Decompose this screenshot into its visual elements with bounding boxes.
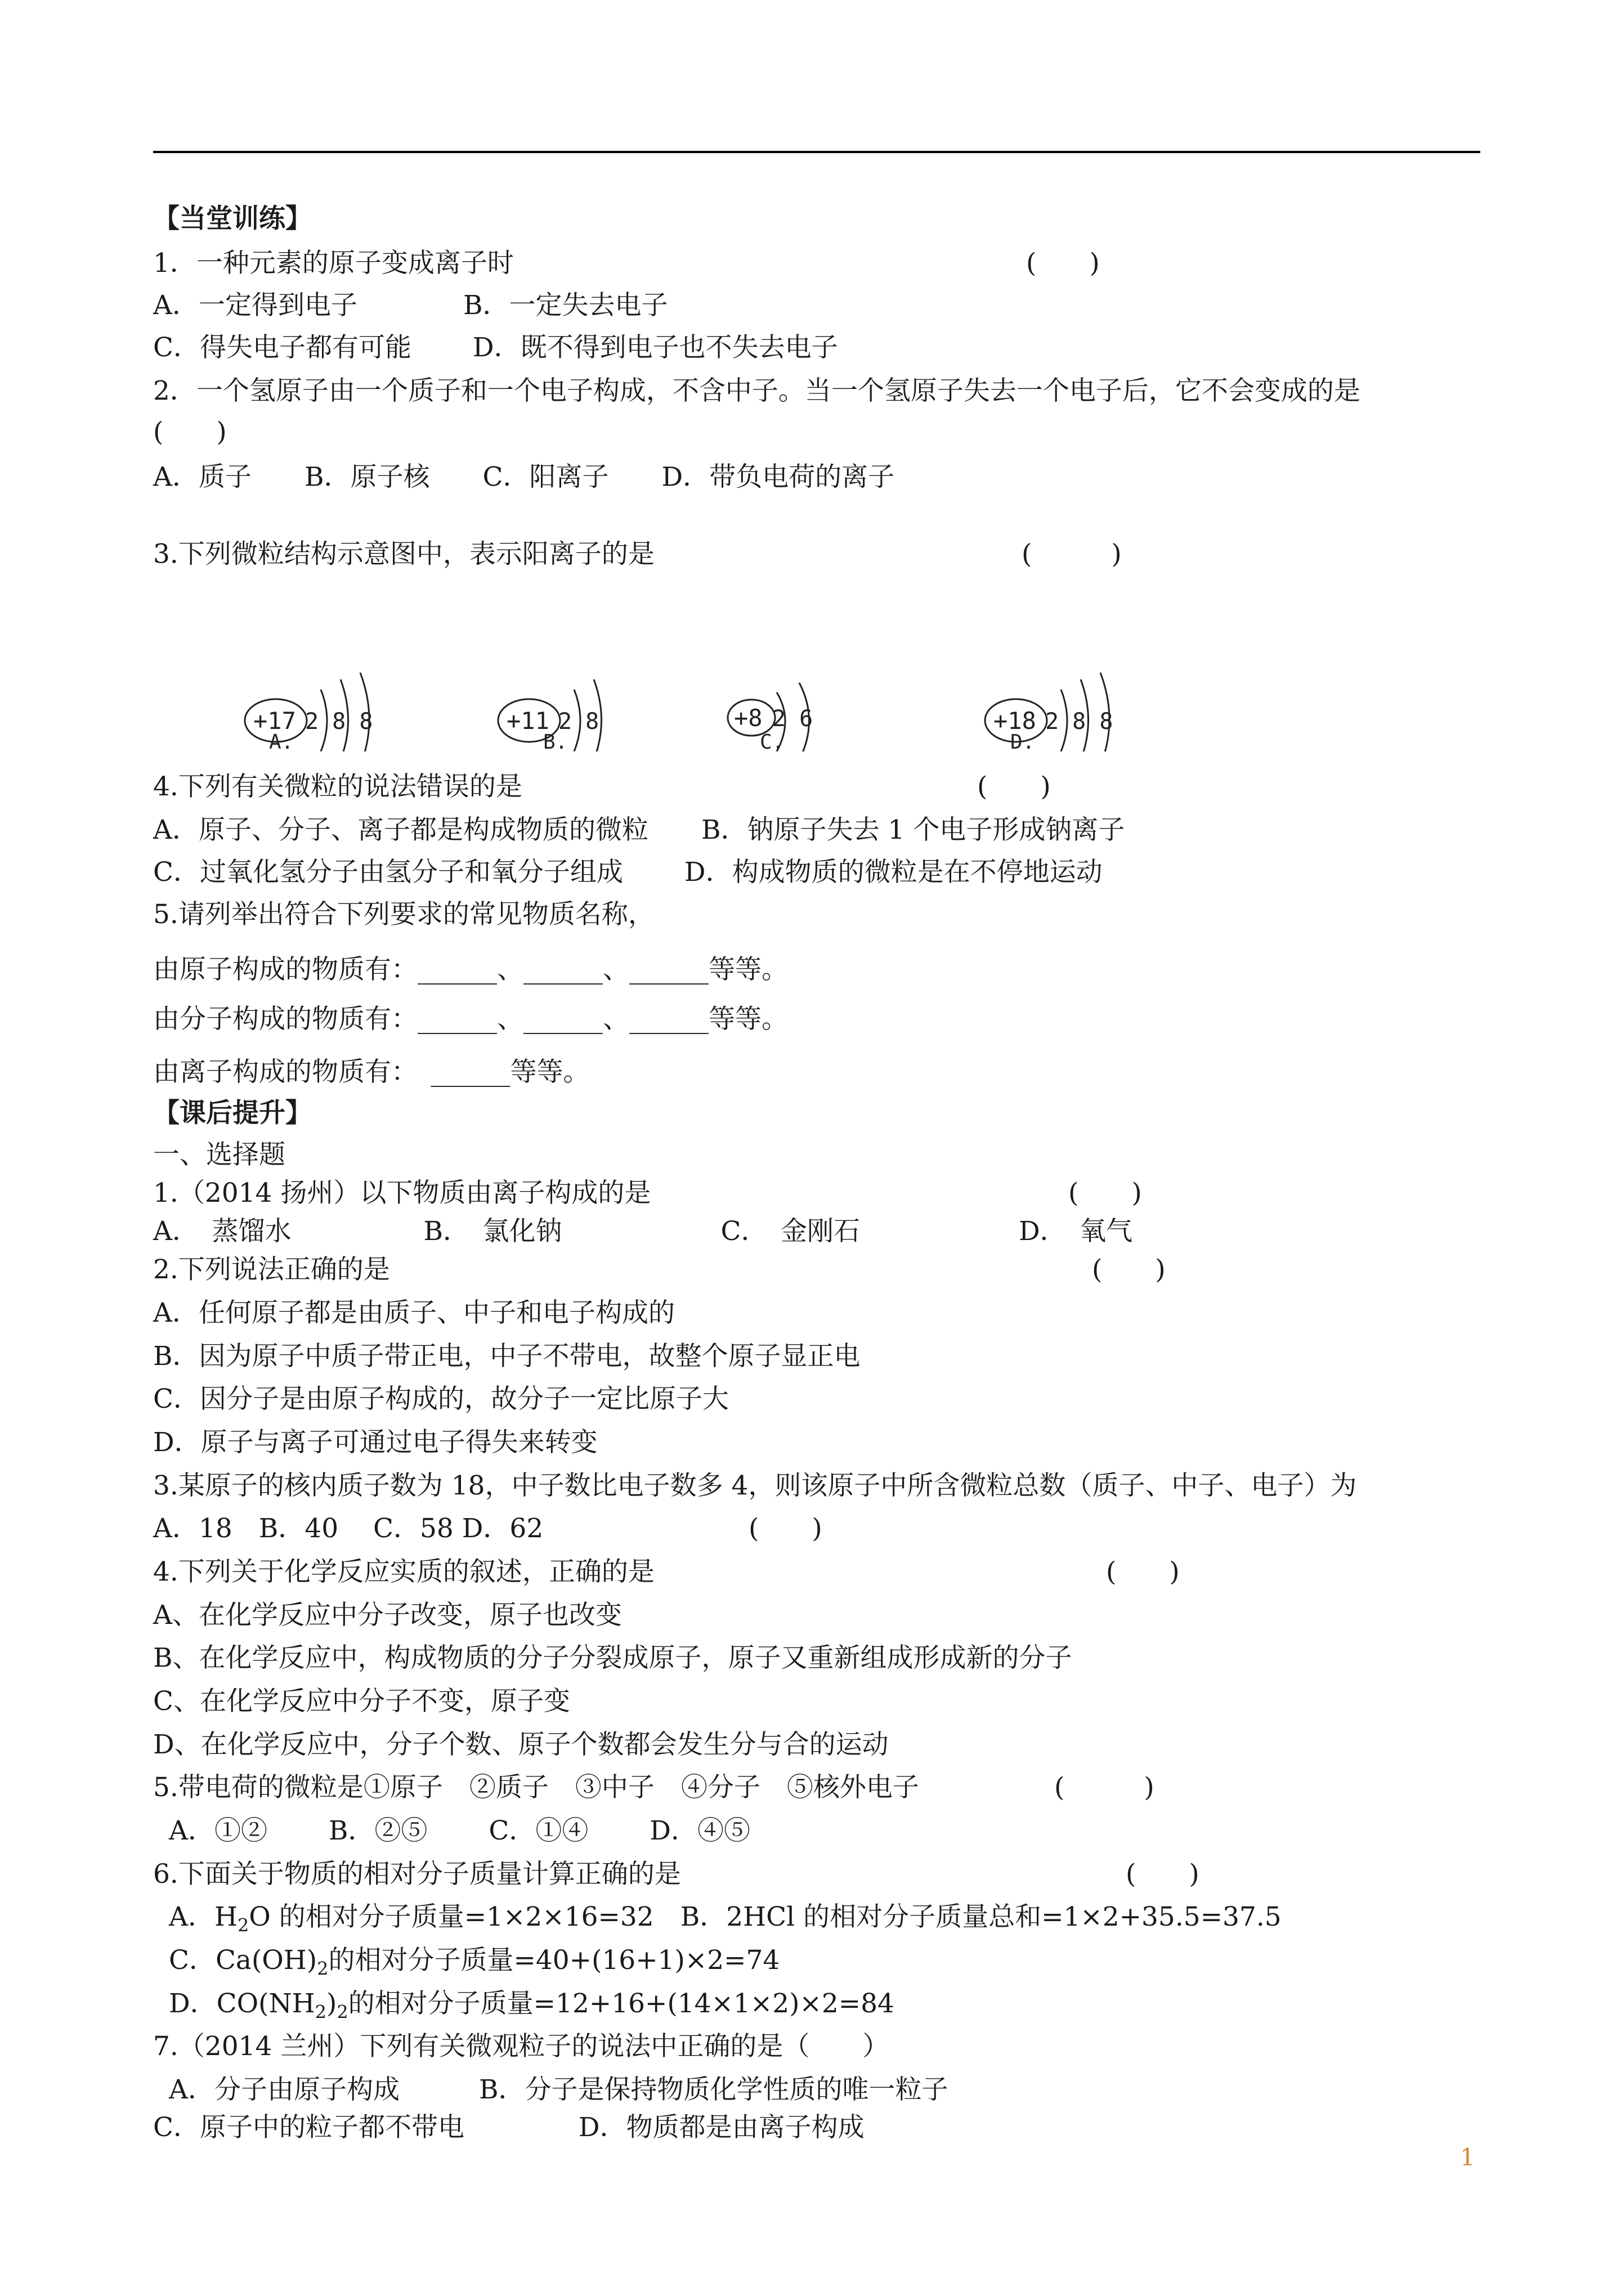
q4-options-ab: A．原子、分子、离子都是构成物质的微粒 B．钠原子失去 1 个电子形成钠离子 [153, 814, 1125, 845]
h6-c-subscript: 2 [317, 1958, 329, 1980]
h6-option-d [169, 1988, 894, 2028]
q5-atoms-line: 由原子构成的物质有：______、______、______等等。 [153, 954, 788, 985]
h2-option-a: A．任何原子都是由质子、中子和电子构成的 [153, 1297, 675, 1328]
diagram-a [236, 667, 394, 751]
h3-answer-paren: ( ) [749, 1513, 822, 1544]
q4-options-cd: C．过氧化氢分子由氢分子和氧分子组成 D．构成物质的微粒是在不停地运动 [153, 857, 1103, 888]
q3-answer-paren: ( ) [1022, 539, 1122, 570]
q5-molecules-line: 由分子构成的物质有：______、______、______等等。 [153, 1004, 788, 1035]
h2-answer-paren: ( ) [1092, 1254, 1166, 1285]
h4-option-a: A、在化学反应中分子改变，原子也改变 [153, 1600, 622, 1631]
shell-electrons: 2 8 8 [305, 709, 373, 735]
h6-d-paren: ) [326, 1988, 337, 2019]
q1-answer-paren: ( ) [1026, 248, 1100, 279]
h2-option-d: D．原子与离子可通过电子得失来转变 [153, 1427, 598, 1458]
h2-stem: 2.下列说法正确的是 [153, 1254, 390, 1285]
h6-stem: 6.下面关于物质的相对分子质量计算正确的是 [153, 1859, 681, 1890]
q1-options-ab: A．一定得到电子 B．一定失去电子 [153, 290, 668, 321]
h4-option-b: B、在化学反应中，构成物质的分子分裂成原子，原子又重新组成形成新的分子 [153, 1642, 1072, 1673]
h6-a-prefix: A．H [169, 1901, 238, 1932]
h4-stem: 4.下列关于化学反应实质的叙述，正确的是 [153, 1556, 655, 1587]
h2-option-b: B．因为原子中质子带正电，中子不带电，故整个原子显正电 [153, 1341, 861, 1372]
h1-stem: 1.（2014 扬州）以下物质由离子构成的是 [153, 1178, 651, 1209]
q5-ions-line: 由离子构成的物质有： ______等等。 [153, 1057, 590, 1087]
option-letter: C. [760, 731, 785, 751]
h6-d-prefix: D．CO(NH [169, 1988, 315, 2019]
h6-a-rest: O 的相对分子质量=1×2×16=32 B．2HCl 的相对分子质量总和=1×2+35.5=37.5 [249, 1901, 1282, 1932]
diagram-c [720, 667, 856, 751]
q1-stem: 1．一种元素的原子变成离子时 [153, 248, 514, 279]
q2-stem: 2．一个氢原子由一个质子和一个电子构成，不含中子。当一个氢原子失去一个电子后，它不会变成的是 [153, 375, 1360, 406]
shell-electrons: 2 8 [558, 709, 599, 735]
diagram-b [490, 667, 625, 751]
h6-option-c [169, 1945, 780, 1984]
q3-stem: 3.下列微粒结构示意图中，表示阳离子的是 [153, 539, 655, 570]
h6-option-ab [169, 1901, 1282, 1941]
h3-options: A．18 B．40 C．58 D．62 [153, 1513, 544, 1544]
q1-options-cd: C．得失电子都有可能 D．既不得到电子也不失去电子 [153, 332, 838, 363]
section-title-classroom: 【当堂训练】 [153, 203, 312, 234]
option-letter: B. [543, 731, 568, 751]
option-letter: D. [1010, 731, 1035, 751]
page-number: 1 [1460, 2143, 1475, 2171]
h4-answer-paren: ( ) [1106, 1556, 1180, 1587]
shell-electrons: 2 6 [772, 706, 813, 732]
h6-c-prefix: C．Ca(OH) [169, 1945, 317, 1976]
option-letter: A. [269, 731, 294, 751]
h6-c-rest: 的相对分子质量=40+(16+1)×2=74 [328, 1945, 780, 1976]
h6-d-subscript-1: 2 [315, 2001, 326, 2023]
diagram-d [977, 667, 1134, 751]
q2-options: A．质子 B．原子核 C．阳离子 D．带负电荷的离子 [153, 462, 895, 493]
h6-a-subscript: 2 [237, 1914, 249, 1936]
h5-answer-paren: ( ) [1054, 1772, 1154, 1803]
h7-stem: 7.（2014 兰州）下列有关微观粒子的说法中正确的是（ ） [153, 2031, 889, 2062]
h5-options: A．①② B．②⑤ C．①④ D．④⑤ [169, 1815, 750, 1846]
h1-options: A． 蒸馏水 B． 氯化钠 C． 金刚石 D． 氧气 [153, 1216, 1133, 1247]
section-subtitle-choice: 一、选择题 [153, 1139, 285, 1170]
h5-stem: 5.带电荷的微粒是①原子 ②质子 ③中子 ④分子 ⑤核外电子 [153, 1772, 919, 1803]
h3-stem: 3.某原子的核内质子数为 18，中子数比电子数多 4，则该原子中所含微粒总数（质子、中子、电子）为 [153, 1470, 1357, 1501]
h6-answer-paren: ( ) [1126, 1859, 1199, 1890]
h4-option-c: C、在化学反应中分子不变，原子变 [153, 1686, 570, 1717]
h4-option-d: D、在化学反应中，分子个数、原子个数都会发生分与合的运动 [153, 1729, 889, 1760]
shell-electrons: 2 8 8 [1045, 709, 1113, 735]
h6-d-rest: 的相对分子质量=12+16+(14×1×2)×2=84 [348, 1988, 894, 2019]
h2-option-c: C．因分子是由原子构成的，故分子一定比原子大 [153, 1384, 729, 1415]
q4-answer-paren: ( ) [977, 771, 1051, 802]
nucleus-charge: +17 [253, 707, 296, 735]
h7-options-cd: C．原子中的粒子都不带电 D．物质都是由离子构成 [153, 2112, 865, 2143]
h6-d-subscript-2: 2 [337, 2001, 348, 2023]
q5-stem: 5.请列举出符合下列要求的常见物质名称， [153, 899, 655, 930]
nucleus-charge: +11 [507, 707, 549, 735]
section-title-after-class: 【课后提升】 [153, 1098, 312, 1129]
q2-answer-paren: ( ) [153, 417, 227, 447]
header-rule [153, 151, 1480, 153]
q4-stem: 4.下列有关微粒的说法错误的是 [153, 771, 522, 802]
nucleus-charge: +8 [734, 704, 763, 732]
nucleus-charge: +18 [993, 707, 1036, 735]
h1-answer-paren: ( ) [1068, 1178, 1142, 1209]
h7-options-ab: A．分子由原子构成 B．分子是保持物质化学性质的唯一粒子 [169, 2074, 948, 2105]
